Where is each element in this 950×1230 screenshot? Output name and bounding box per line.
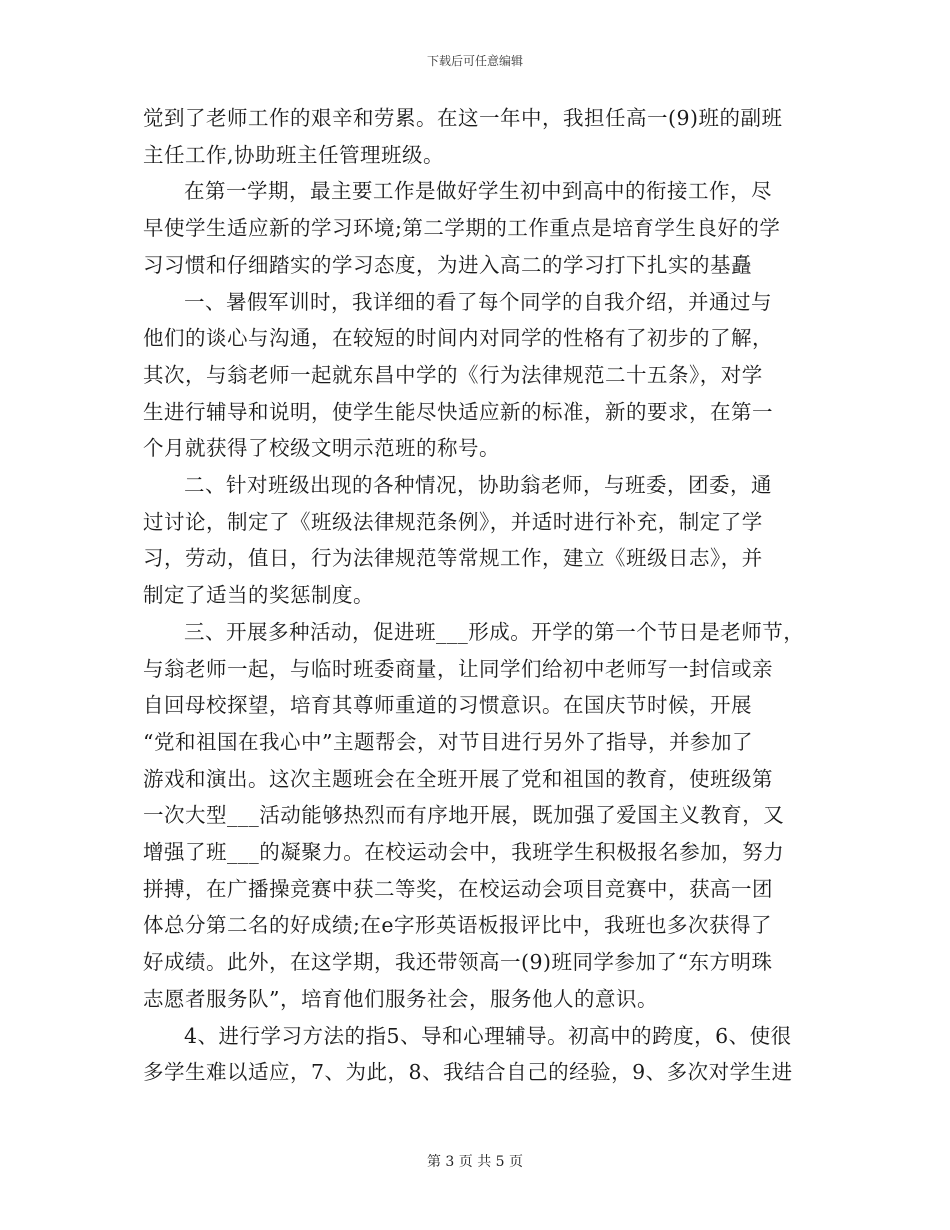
- paragraph-1: [143, 100, 823, 173]
- text-line: 增强了班___的凝聚力。在校运动会中，我班学生积极报名参加，努力: [143, 840, 785, 865]
- page-number: 第 3 页 共 5 页: [426, 1154, 524, 1170]
- text-line: 一次大型___活动能够热烈而有序地开展，既加强了爱国主义教育，又: [143, 803, 785, 828]
- text-line: 体总分第二名的好成绩;在e字形英语板报评比中，我班也多次获得了: [143, 913, 773, 938]
- text-line: 他们的谈心与沟通，在较短的时间内对同学的性格有了初步的了解，: [143, 326, 773, 351]
- paragraph-5: [143, 614, 823, 1018]
- text-line: 一、暑假军训时，我详细的看了每个同学的自我介绍，并通过与: [184, 289, 772, 314]
- text-line: 在第一学期，最主要工作是做好学生初中到高中的衔接工作，尽: [184, 179, 772, 204]
- text-line: 4、进行学习方法的指5、导和心理辅导。初高中的跨度，6、使很: [184, 1023, 792, 1048]
- text-line: 拼搏，在广播操竞赛中获二等奖，在校运动会项目竞赛中，获高一团: [143, 876, 773, 901]
- text-line: 觉到了老师工作的艰辛和劳累。在这一年中，我担任高一(9)班的副班: [143, 106, 783, 130]
- text-line: 游戏和演出。这次主题班会在全班开展了党和祖国的教育，使班级第: [143, 766, 773, 791]
- text-line: 生进行辅导和说明，使学生能尽快适应新的标准，新的要求，在第一: [143, 399, 773, 424]
- text-line: 二、针对班级出现的各种情况，协助翁老师，与班委，团委，通: [184, 473, 772, 498]
- text-line: 多学生难以适应，7、为此，8、我结合自己的经验，9、多次对学生进: [143, 1060, 793, 1085]
- text-line: 习习惯和仔细踏实的学习态度，为进入高二的学习打下扎实的基矗: [143, 252, 752, 277]
- text-line: 自回母校探望，培育其尊师重道的习惯意识。在国庆节时候，开展: [143, 693, 752, 718]
- text-line: 个月就获得了校级文明示范班的称号。: [143, 436, 500, 461]
- text-line: 制定了适当的奖惩制度。: [143, 583, 374, 608]
- paragraph-3: [143, 284, 823, 468]
- text-line: 其次，与翁老师一起就东昌中学的《行为法律规范二十五条》，对学: [143, 362, 763, 387]
- page-header: 下载后可任意编辑: [426, 54, 523, 68]
- text-line: 过讨论，制定了《班级法律规范条例》，并适时进行补充，制定了学: [143, 509, 763, 534]
- text-line: 与翁老师一起，与临时班委商量，让同学们给初中老师写一封信或亲: [143, 656, 773, 681]
- text-line: 好成绩。此外，在这学期，我还带领高一(9)班同学参加了“东方明珠: [143, 950, 773, 975]
- text-line: 早使学生适应新的学习环境;第二学期的工作重点是培育学生良好的学: [143, 216, 781, 241]
- text-line: 主任工作,协助班主任管理班级。: [143, 142, 445, 167]
- text-line: 三、开展多种活动，促进班___形成。开学的第一个节日是老师节，: [184, 619, 805, 644]
- paragraph-6: [143, 1018, 823, 1091]
- paragraph-4: [143, 467, 823, 614]
- text-line: 习，劳动，值日，行为法律规范等常规工作，建立《班级日志》，并: [143, 546, 763, 571]
- paragraph-2: [143, 173, 823, 283]
- text-line: 志愿者服务队”，培育他们服务社会，服务他人的意识。: [143, 986, 658, 1011]
- document-body: [143, 100, 823, 1091]
- text-line: “党和祖国在我心中”主题帮会，对节目进行另外了指导，并参加了: [143, 729, 753, 754]
